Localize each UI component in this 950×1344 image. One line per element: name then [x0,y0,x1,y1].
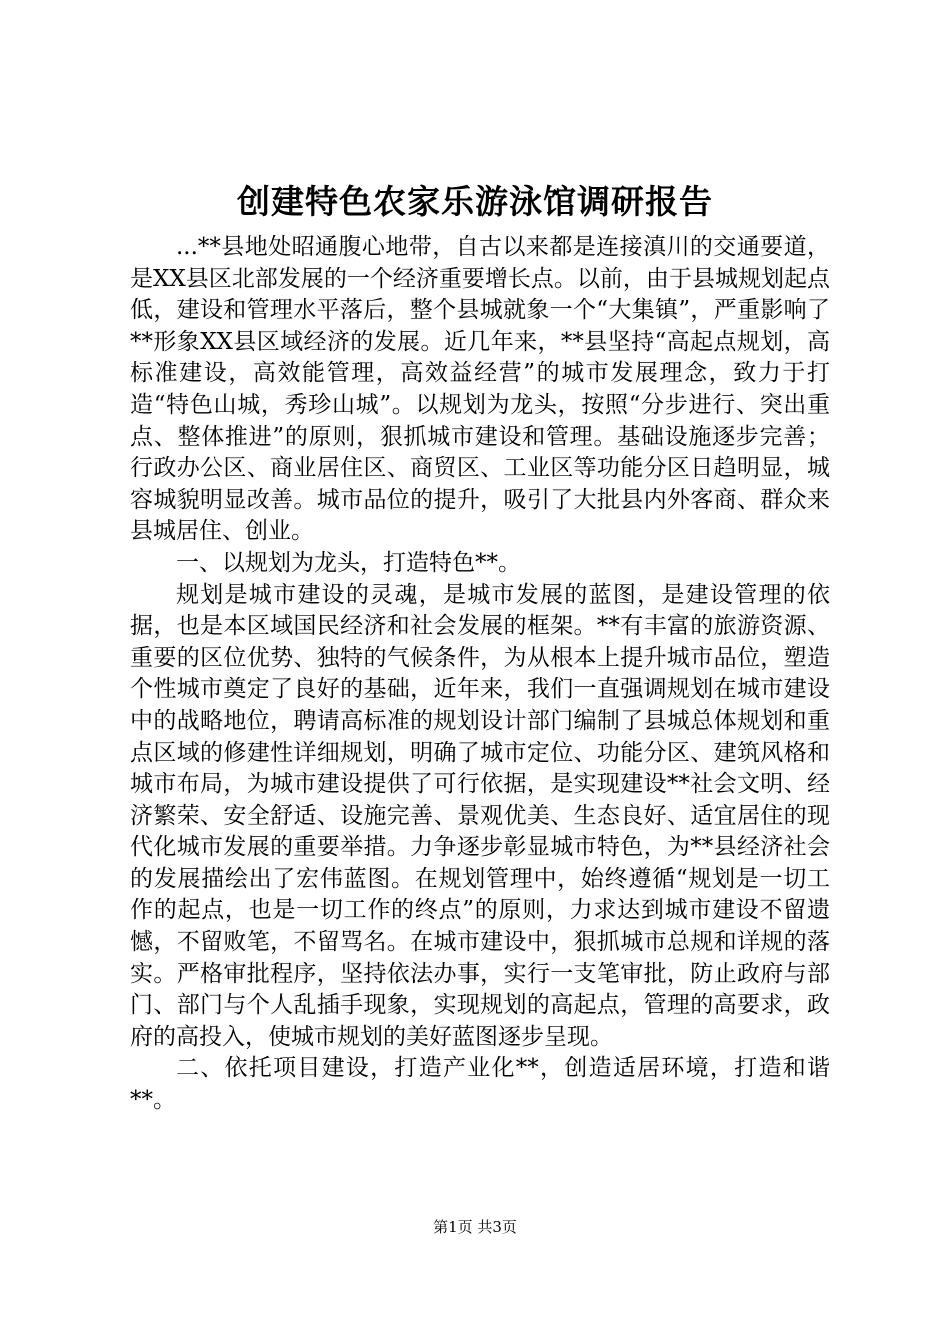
page-number-footer: 第1页 共3页 [433,1218,517,1236]
paragraph-intro: ...**县地处昭通腹心地带，自古以来都是连接滇川的交通要道，是XX县区北部发展的一个经济重要增长点。以前，由于县城规划起点低，建设和管理水平落后，整个县城就象一个“大集镇”，严重影响了**形象XX县区域经济的发展。近几年来，**县坚持“高起点规划，高标准建设，高效能管理，高效益经营”的城市发展理念，致力于打造“特色山城，秀珍山城”。以规划为龙头，按照“分步进行、突出重点、整体推进”的原则，狠抓城市建设和管理。基础设施逐步完善；行政办公区、商业居住区、商贸区、工业区等功能分区日趋明显，城容城貌明显改善。城市品位的提升，吸引了大批县内外客商、群众来县城居住、创业。 [130,234,830,545]
section-heading-2: 二、依托项目建设，打造产业化**，创造适居环境，打造和谐**。 [130,1055,830,1114]
section-heading-1: 一、以规划为龙头，打造特色**。 [176,549,521,576]
document-body [130,232,830,1117]
paragraph-section-1: 规划是城市建设的灵魂，是城市发展的蓝图，是建设管理的依据，也是本区域国民经济和社会发展的框架。**有丰富的旅游资源、重要的区位优势、独特的气候条件，为从根本上提升城市品位，塑造个性城市奠定了良好的基础，近年来，我们一直强调规划在城市建设中的战略地位，聘请高标准的规划设计部门编制了县城总体规划和重点区域的修建性详细规划，明确了城市定位、功能分区、建筑风格和城市布局，为城市建设提供了可行依据，是实现建设**社会文明、经济繁荣、安全舒适、设施完善、景观优美、生态良好、适宜居住的现代化城市发展的重要举措。力争逐步彰显城市特色，为**县经济社会的发展描绘出了宏伟蓝图。在规划管理中，始终遵循“规划是一切工作的起点，也是一切工作的终点”的原则，力求达到城市建设不留遗憾，不留败笔，不留骂名。在城市建设中，狠抓城市总规和详规的落实。严格审批程序，坚持依法办事，实行一支笔审批，防止政府与部门、部门与个人乱插手现象，实现规划的高起点，管理的高要求，政府的高投入，使城市规划的美好蓝图逐步呈现。 [130,581,830,1050]
document-title: 创建特色农家乐游泳馆调研报告 [237,182,713,221]
